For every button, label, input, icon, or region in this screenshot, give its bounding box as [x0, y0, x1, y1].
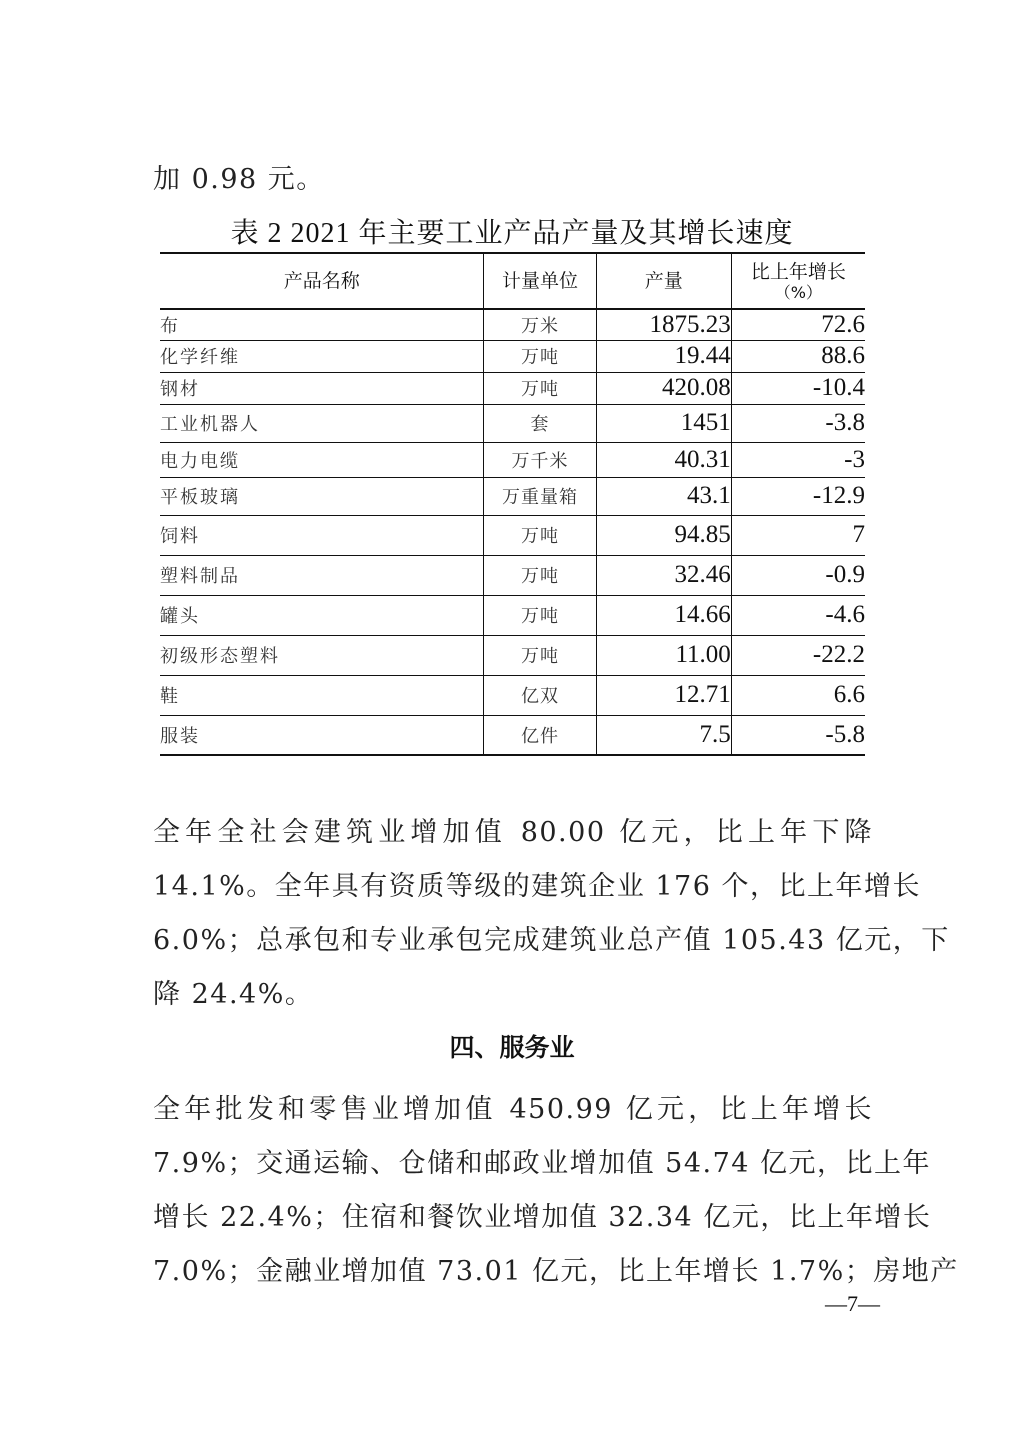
unit-cell: 万重量箱 [484, 477, 596, 515]
header-unit: 计量单位 [484, 253, 596, 309]
growth-cell: -3.8 [731, 404, 865, 442]
product-name-cell: 平板玻璃 [160, 487, 240, 508]
unit-cell: 亿双 [484, 675, 596, 715]
intro-line: 加 0.98 元。 [153, 164, 325, 195]
construction-line-3: 6.0%；总承包和专业承包完成建筑业总产值 105.43 亿元，下 [153, 925, 950, 956]
table-row [160, 555, 865, 595]
construction-line-2: 14.1%。全年具有资质等级的建筑企业 176 个，比上年增长 [153, 871, 921, 902]
table-row [160, 372, 865, 404]
services-line-2: 7.9%；交通运输、仓储和邮政业增加值 54.74 亿元，比上年 [153, 1148, 932, 1179]
table-row [160, 477, 865, 515]
product-name-cell: 罐头 [160, 606, 200, 627]
output-cell: 1451 [596, 404, 731, 442]
growth-cell: -4.6 [731, 595, 865, 635]
output-cell: 12.71 [596, 675, 731, 715]
industrial-products-table [160, 252, 865, 756]
growth-cell: 88.6 [731, 340, 865, 372]
product-name-cell: 电力电缆 [160, 450, 240, 472]
unit-cell: 万吨 [484, 515, 596, 555]
unit-cell: 万吨 [484, 340, 596, 372]
product-name-cell: 服装 [160, 725, 200, 747]
unit-cell: 万千米 [484, 442, 596, 477]
header-product-name: 产品名称 [283, 270, 360, 292]
unit-cell: 亿件 [484, 715, 596, 755]
product-name-cell: 工业机器人 [160, 414, 260, 435]
header-growth: 比上年增长 （%） [731, 253, 865, 309]
section-heading: 四、服务业 [449, 1033, 575, 1062]
growth-cell: -12.9 [731, 477, 865, 515]
table-row [160, 404, 865, 442]
product-name-cell: 初级形态塑料 [160, 646, 280, 667]
header-output: 产量 [596, 253, 731, 309]
table-row [160, 595, 865, 635]
output-cell: 40.31 [596, 442, 731, 477]
output-cell: 14.66 [596, 595, 731, 635]
unit-cell: 万吨 [484, 372, 596, 404]
services-line-3: 增长 22.4%；住宿和餐饮业增加值 32.34 亿元，比上年增长 [153, 1202, 932, 1233]
construction-line-1: 全年全社会建筑业增加值 80.00 亿元，比上年下降 [153, 817, 873, 848]
table-row [160, 515, 865, 555]
product-name-cell: 饲料 [160, 526, 200, 547]
unit-cell: 万米 [484, 309, 596, 340]
growth-cell: -22.2 [731, 635, 865, 675]
output-cell: 94.85 [596, 515, 731, 555]
output-cell: 19.44 [596, 340, 731, 372]
product-name-cell: 钢材 [160, 379, 200, 400]
product-name-cell: 布 [160, 315, 180, 337]
table-row [160, 635, 865, 675]
unit-cell: 万吨 [484, 635, 596, 675]
growth-cell: -3 [731, 442, 865, 477]
table-row [160, 340, 865, 372]
services-line-4: 7.0%；金融业增加值 73.01 亿元，比上年增长 1.7%；房地产 [153, 1256, 959, 1287]
product-name-cell: 鞋 [160, 686, 180, 707]
table-row [160, 309, 865, 340]
growth-cell: 7 [731, 515, 865, 555]
growth-cell: 72.6 [731, 309, 865, 340]
construction-line-4: 降 24.4%。 [153, 979, 314, 1010]
output-cell: 32.46 [596, 555, 731, 595]
table-row [160, 715, 865, 755]
growth-cell: -5.8 [731, 715, 865, 755]
output-cell: 1875.23 [596, 309, 731, 340]
table-header-row [160, 253, 865, 309]
services-line-1: 全年批发和零售业增加值 450.99 亿元，比上年增长 [153, 1094, 873, 1125]
growth-cell: -10.4 [731, 372, 865, 404]
unit-cell: 万吨 [484, 595, 596, 635]
product-name-cell: 化学纤维 [160, 347, 240, 368]
output-cell: 7.5 [596, 715, 731, 755]
table-title: 表 2 2021 年主要工业产品产量及其增长速度 [230, 218, 794, 249]
growth-cell: -0.9 [731, 555, 865, 595]
table-row [160, 675, 865, 715]
unit-cell: 万吨 [484, 555, 596, 595]
table-row [160, 442, 865, 477]
growth-cell: 6.6 [731, 675, 865, 715]
output-cell: 420.08 [596, 372, 731, 404]
unit-cell: 套 [484, 404, 596, 442]
product-name-cell: 塑料制品 [160, 566, 240, 587]
output-cell: 11.00 [596, 635, 731, 675]
output-cell: 43.1 [596, 477, 731, 515]
page-number: —7— [825, 1291, 880, 1316]
